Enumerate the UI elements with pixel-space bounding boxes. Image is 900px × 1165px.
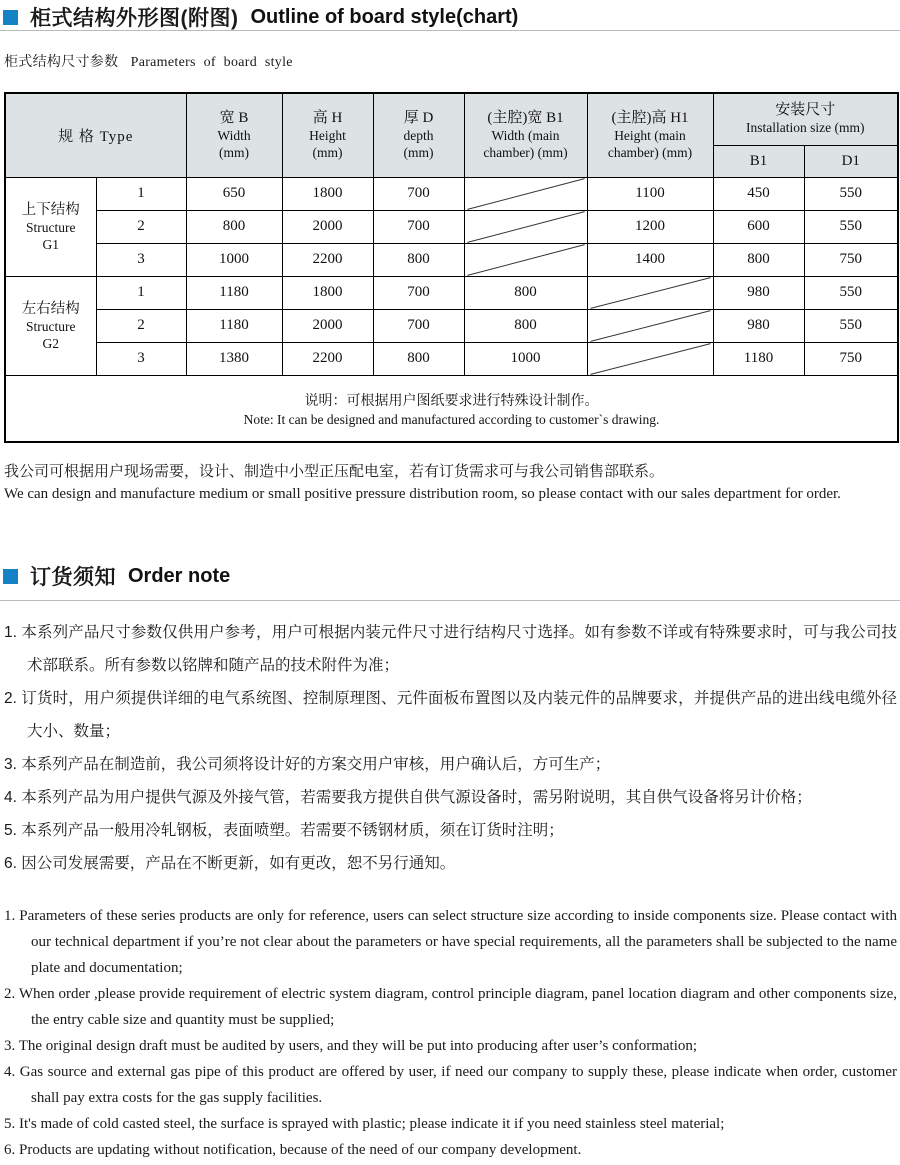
- col-header-main-width: (主腔)宽 B1 Width (main chamber) (mm): [464, 93, 587, 177]
- cell-depth: 700: [373, 276, 464, 309]
- slash-icon: [465, 244, 587, 276]
- table-note-en: Note: It can be designed and manufactured according to customer`s drawing.: [243, 412, 660, 428]
- section-bullet-icon: [3, 10, 18, 25]
- cell-main-height: 1200: [587, 210, 713, 243]
- cell-main-width-na: [464, 243, 587, 276]
- cell-depth: 800: [373, 342, 464, 375]
- group-label-g2: 左右结构 Structure G2: [5, 276, 96, 375]
- cell-main-height: 1100: [587, 177, 713, 210]
- slash-icon: [588, 310, 713, 342]
- table-caption: [4, 51, 897, 71]
- cell-main-height-na: [587, 309, 713, 342]
- cell-height: 2000: [282, 210, 373, 243]
- col-header-width: 宽 B Width (mm): [186, 93, 282, 177]
- col-header-main-height: (主腔)高 H1 Height (main chamber) (mm): [587, 93, 713, 177]
- order-note-item-zh: 2. 订货时，用户须提供详细的电气系统图、控制原理图、元件面板布置图以及内装元件的品牌要求，并提供产品的进出线电缆外径大小、数量；: [4, 690, 897, 740]
- cell-main-height-na: [587, 276, 713, 309]
- table-row: [5, 210, 898, 243]
- cell-b1: 1180: [713, 342, 804, 375]
- table-row: [5, 177, 898, 210]
- cell-main-height-na: [587, 342, 713, 375]
- table-caption-zh: 柜式结构尺寸参数: [4, 53, 119, 69]
- table-row: [5, 276, 898, 309]
- order-note-item-zh: 5. 本系列产品一般用冷轧钢板，表面喷塑。若需要不锈钢材质，须在订货时注明；: [4, 822, 564, 839]
- cell-main-width: 1000: [464, 342, 587, 375]
- cell-depth: 700: [373, 210, 464, 243]
- section-order-header: [4, 561, 897, 591]
- section-bullet-icon: [3, 569, 18, 584]
- order-title-en: Order note: [128, 564, 231, 587]
- table-row: [5, 243, 898, 276]
- order-note-item-zh: 1. 本系列产品尺寸参数仅供用户参考，用户可根据内装元件尺寸进行结构尺寸选择。如有参数不详或有特殊要求时，可与我公司技术部联系。所有参数以铭牌和随产品的技术附件为准；: [4, 624, 897, 674]
- table-note-row: [5, 375, 898, 442]
- cell-height: 2200: [282, 342, 373, 375]
- table-caption-en: Parameters of board style: [130, 55, 293, 70]
- order-note-item-en: 6. Products are updating without notification, because of the need of our company development.: [4, 1142, 582, 1158]
- table-row: [5, 309, 898, 342]
- cell-width: 1180: [186, 276, 282, 309]
- cell-main-width-na: [464, 210, 587, 243]
- cell-b1: 800: [713, 243, 804, 276]
- order-notes-zh: [4, 616, 897, 880]
- order-note-item-en: 4. Gas source and external gas pipe of this product are offered by user, if need our company to supply these, please indicate when order, customer shall pay extra costs for the gas supply facilities.: [4, 1064, 897, 1106]
- slash-icon: [588, 343, 713, 375]
- cell-type-no: 1: [96, 177, 186, 210]
- col-header-b1: B1: [713, 145, 804, 177]
- order-note-item-zh: 6. 因公司发展需要，产品在不断更新，如有更改，恕不另行通知。: [4, 855, 456, 872]
- cell-width: 800: [186, 210, 282, 243]
- section-outline-header: [4, 0, 897, 29]
- cell-b1: 980: [713, 309, 804, 342]
- table-note-zh: 说明：可根据用户图纸要求进行特殊设计制作。: [304, 392, 599, 409]
- col-header-depth: 厚 D depth (mm): [373, 93, 464, 177]
- order-notes-en: [4, 903, 897, 1163]
- cell-width: 650: [186, 177, 282, 210]
- cell-d1: 750: [804, 342, 898, 375]
- section-title-en: Outline of board style(chart): [250, 5, 519, 28]
- cell-depth: 700: [373, 177, 464, 210]
- cell-height: 2000: [282, 309, 373, 342]
- order-note-item-en: 2. When order ,please provide requirement of electric system diagram, control principle diagram, panel location diagram and other components size, the entry cable size and quantity must be supplied;: [4, 986, 897, 1028]
- col-header-height: 高 H Height (mm): [282, 93, 373, 177]
- cell-depth: 800: [373, 243, 464, 276]
- section-divider: [0, 600, 900, 601]
- cell-depth: 700: [373, 309, 464, 342]
- col-header-installation: 安装尺寸 Installation size (mm): [713, 93, 898, 145]
- company-paragraph-zh: 我公司可根据用户现场需要，设计、制造中小型正压配电室，若有订货需求可与我公司销售部联系。: [4, 463, 665, 480]
- cell-d1: 550: [804, 210, 898, 243]
- cell-type-no: 2: [96, 210, 186, 243]
- company-paragraph: [4, 460, 897, 506]
- table-note: [5, 375, 898, 442]
- cell-type-no: 3: [96, 342, 186, 375]
- cell-d1: 550: [804, 276, 898, 309]
- cell-height: 2200: [282, 243, 373, 276]
- order-note-item-en: 5. It's made of cold casted steel, the surface is sprayed with plastic; please indicate it if you need stainless steel material;: [4, 1116, 725, 1132]
- section-title-zh: 柜式结构外形图(附图): [30, 7, 239, 30]
- cell-main-width: 800: [464, 276, 587, 309]
- spec-table: [4, 92, 899, 443]
- order-note-item-zh: 4. 本系列产品为用户提供气源及外接气管，若需要我方提供自供气源设备时，需另附说明，其自供气设备将另计价格；: [4, 789, 812, 806]
- cell-d1: 750: [804, 243, 898, 276]
- order-note-item-en: 3. The original design draft must be audited by users, and they will be put into producing after user’s conformation;: [4, 1038, 698, 1054]
- cell-b1: 600: [713, 210, 804, 243]
- company-paragraph-en: We can design and manufacture medium or small positive pressure distribution room, so please contact with our sales department for order.: [4, 486, 841, 502]
- cell-type-no: 2: [96, 309, 186, 342]
- slash-icon: [465, 178, 587, 210]
- slash-icon: [465, 211, 587, 243]
- cell-type-no: 1: [96, 276, 186, 309]
- group-label-g1: 上下结构 Structure G1: [5, 177, 96, 276]
- cell-b1: 980: [713, 276, 804, 309]
- cell-height: 1800: [282, 177, 373, 210]
- cell-d1: 550: [804, 177, 898, 210]
- cell-b1: 450: [713, 177, 804, 210]
- cell-width: 1000: [186, 243, 282, 276]
- cell-main-height: 1400: [587, 243, 713, 276]
- col-header-type: 规 格 Type: [5, 93, 186, 177]
- cell-main-width-na: [464, 177, 587, 210]
- cell-height: 1800: [282, 276, 373, 309]
- col-header-d1: D1: [804, 145, 898, 177]
- slash-icon: [588, 277, 713, 309]
- cell-width: 1180: [186, 309, 282, 342]
- cell-type-no: 3: [96, 243, 186, 276]
- cell-d1: 550: [804, 309, 898, 342]
- cell-width: 1380: [186, 342, 282, 375]
- order-note-item-en: 1. Parameters of these series products are only for reference, users can select structure size according to inside components size. Please contact with our technical department if you’re not clear about the parameters or have special requirements, all the parameters shall be subjected to the name plate and documentation;: [4, 908, 897, 976]
- table-row: [5, 342, 898, 375]
- order-note-item-zh: 3. 本系列产品在制造前，我公司须将设计好的方案交用户审核，用户确认后，方可生产；: [4, 756, 611, 773]
- cell-main-width: 800: [464, 309, 587, 342]
- order-title-zh: 订货须知: [30, 566, 116, 589]
